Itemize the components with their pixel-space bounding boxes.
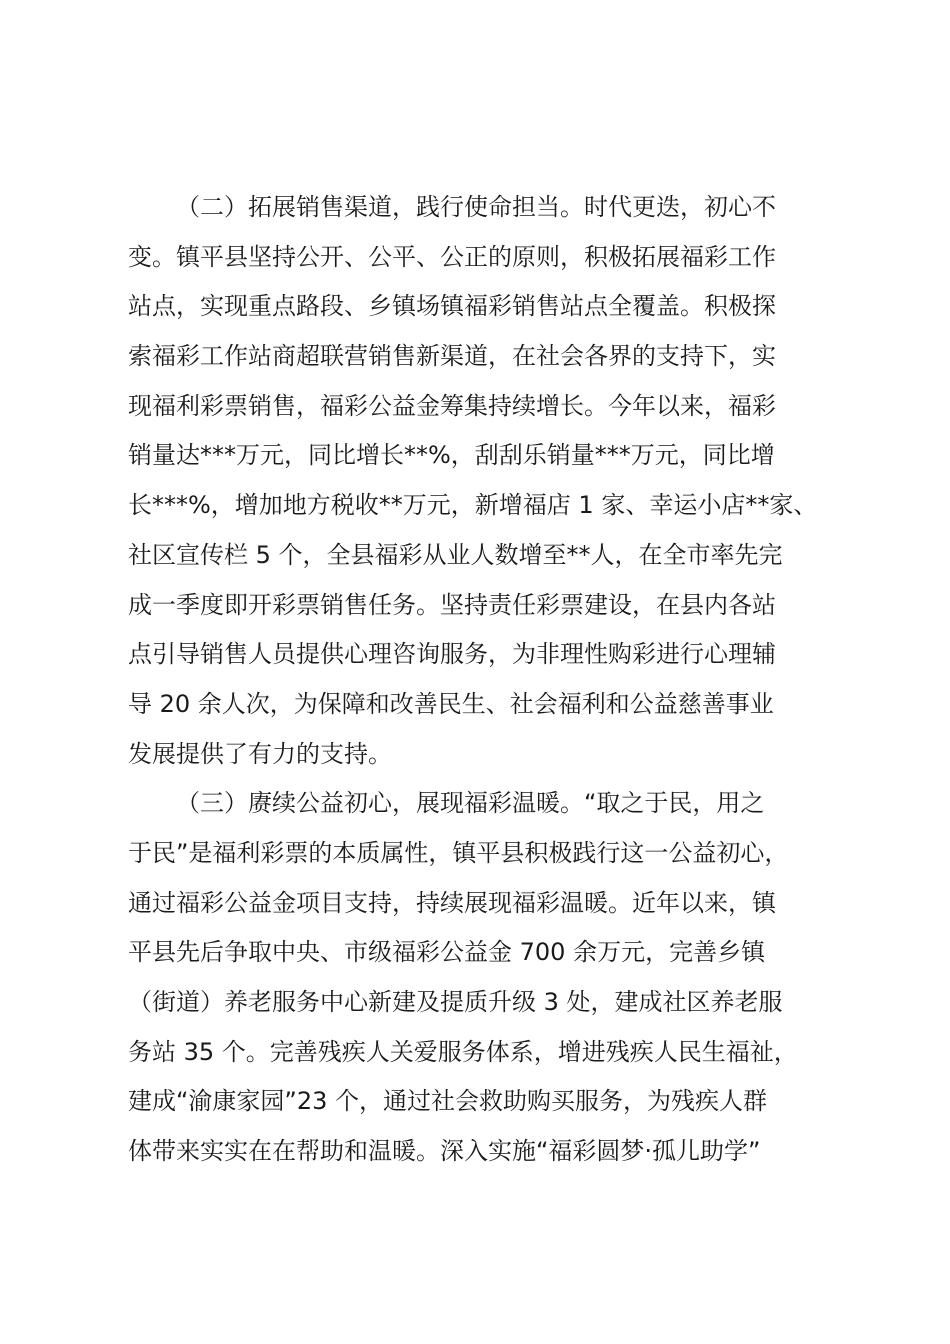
text-line: 索福彩工作站商超联营销售新渠道，在社会各界的支持下，实 bbox=[128, 342, 776, 371]
text-line: 站点，实现重点路段、乡镇场镇福彩销售站点全覆盖。积极探 bbox=[128, 292, 776, 321]
text-line: 务站 35 个。完善残疾人关爱服务体系，增进残疾人民生福祉， bbox=[128, 1037, 798, 1066]
text-line: （三）赓续公益初心，展现福彩温暖。“取之于民，用之 bbox=[176, 789, 765, 818]
text-line: 长***%，增加地方税收**万元，新增福店 1 家、幸运小店**家、 bbox=[128, 491, 818, 520]
text-line: 变。镇平县坚持公开、公平、公正的原则，积极拓展福彩工作 bbox=[128, 242, 776, 271]
text-line: 现福利彩票销售，福彩公益金筹集持续增长。今年以来，福彩 bbox=[128, 391, 776, 420]
text-line: 平县先后争取中央、市级福彩公益金 700 余万元，完善乡镇 bbox=[128, 938, 766, 967]
paragraph-section-3 bbox=[128, 779, 838, 1177]
paragraph-section-2 bbox=[128, 183, 838, 779]
document-body bbox=[128, 183, 838, 1177]
text-line: 销量达***万元，同比增长**%，刮刮乐销量***万元，同比增 bbox=[128, 441, 775, 470]
text-line: （街道）养老服务中心新建及提质升级 3 处，建成社区养老服 bbox=[128, 988, 783, 1016]
text-line: 发展提供了有力的支持。 bbox=[128, 739, 392, 768]
text-line: 成一季度即开彩票销售任务。坚持责任彩票建设，在县内各站 bbox=[128, 590, 776, 619]
text-line: 点引导销售人员提供心理咨询服务，为非理性购彩进行心理辅 bbox=[128, 640, 776, 669]
text-line: 通过福彩公益金项目支持，持续展现福彩温暖。近年以来，镇 bbox=[128, 888, 776, 917]
text-line: 社区宣传栏 5 个，全县福彩从业人数增至**人，在全市率先完 bbox=[128, 540, 783, 569]
text-line: 导 20 余人次，为保障和改善民生、社会福利和公益慈善事业 bbox=[128, 689, 774, 718]
text-line: 于民”是福利彩票的本质属性，镇平县积极践行这一公益初心， bbox=[128, 838, 789, 867]
text-line: 体带来实实在在帮助和温暖。深入实施“福彩圆梦·孤儿助学” bbox=[128, 1137, 761, 1166]
text-line: 建成“渝康家园”23 个，通过社会救助购买服务，为残疾人群 bbox=[128, 1087, 768, 1116]
text-line: （二）拓展销售渠道，践行使命担当。时代更迭，初心不 bbox=[176, 193, 776, 221]
